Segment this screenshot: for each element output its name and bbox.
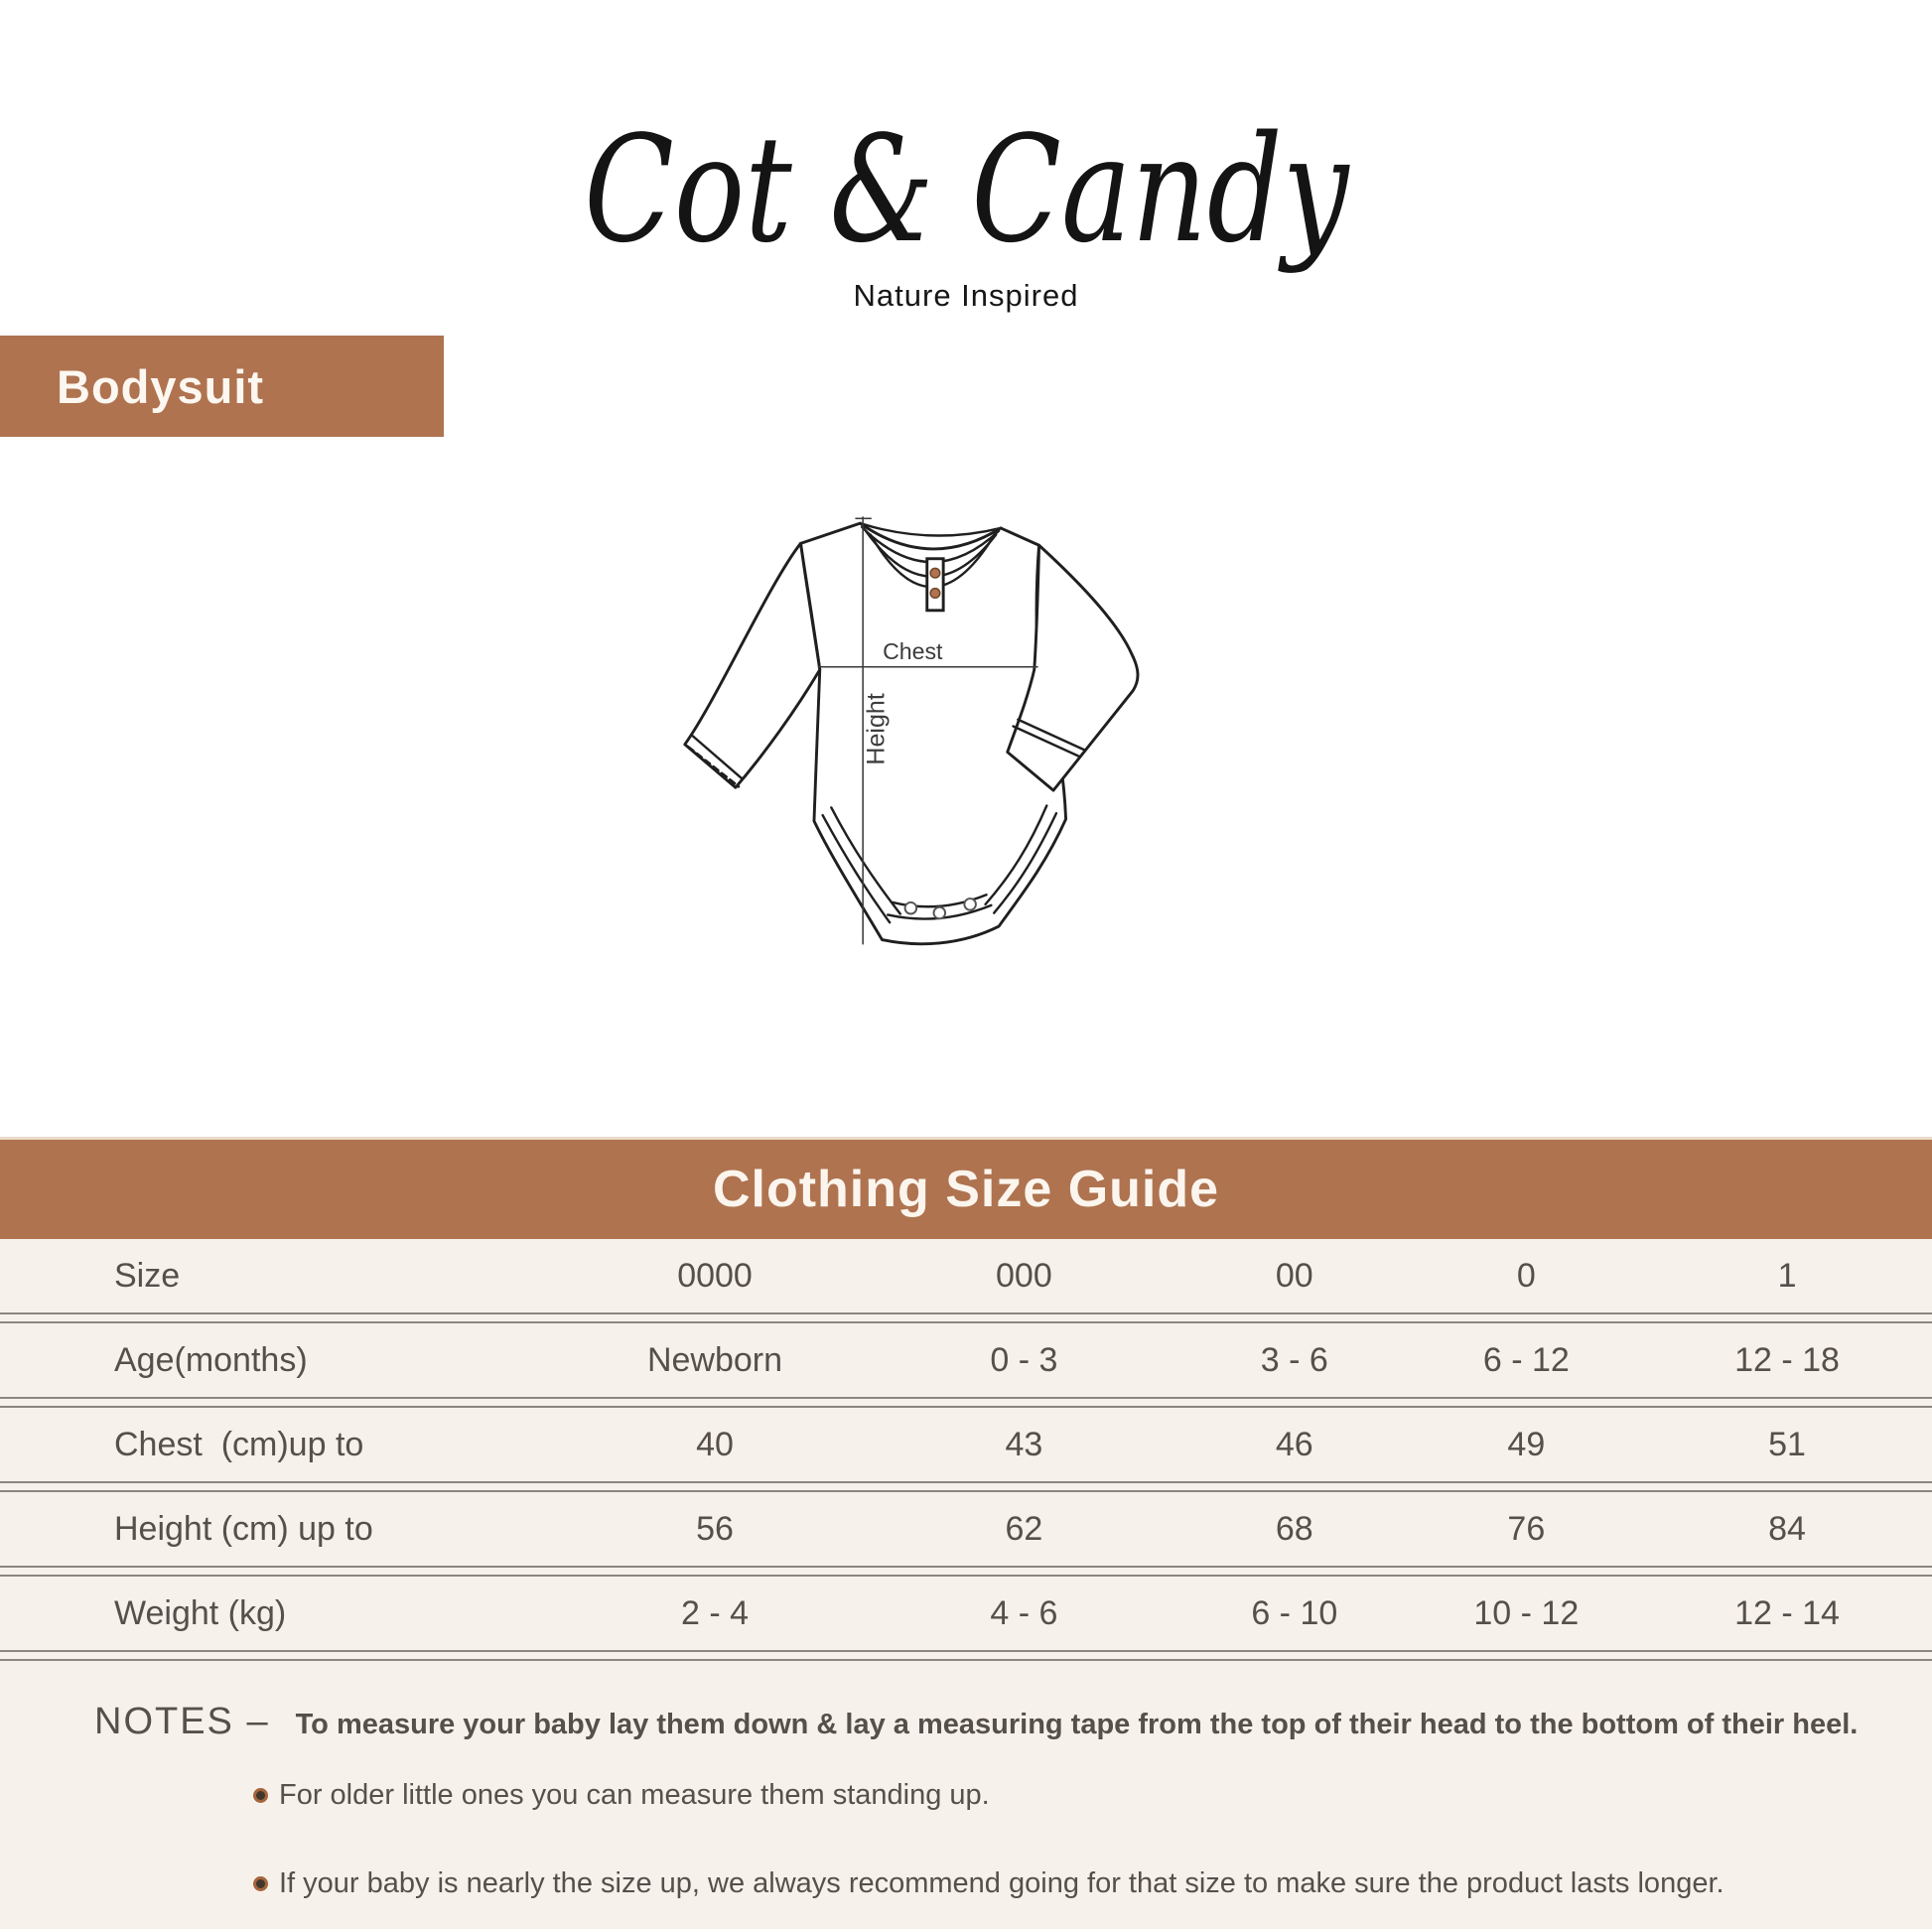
size-guide-banner bbox=[0, 1137, 1932, 1239]
row-value: 43 bbox=[1005, 1425, 1043, 1463]
row-separator bbox=[0, 1312, 1932, 1323]
row-value: 3 - 6 bbox=[1260, 1340, 1328, 1379]
row-value: 12 - 14 bbox=[1734, 1593, 1840, 1632]
row-label: Height (cm) up to bbox=[114, 1509, 373, 1548]
table-row-age bbox=[0, 1323, 1932, 1397]
notes-primary-text: To measure your baby lay them down & lay a measuring tape from the top of their head to the bottom of their heel. bbox=[295, 1709, 1859, 1740]
row-value: 56 bbox=[696, 1509, 734, 1548]
row-value: 46 bbox=[1275, 1425, 1313, 1463]
row-value: 40 bbox=[696, 1425, 734, 1463]
product-banner-label: Bodysuit bbox=[57, 359, 265, 413]
row-value: 76 bbox=[1507, 1509, 1546, 1548]
table-row-height bbox=[0, 1492, 1932, 1566]
button-icon bbox=[930, 568, 940, 578]
row-value: 1 bbox=[1777, 1256, 1797, 1295]
snap-icon bbox=[964, 898, 976, 910]
table-row-chest bbox=[0, 1408, 1932, 1481]
row-separator bbox=[0, 1397, 1932, 1408]
left-sleeve bbox=[685, 543, 820, 787]
row-value: 84 bbox=[1768, 1509, 1806, 1548]
row-value: 10 - 12 bbox=[1473, 1593, 1580, 1632]
table-row-weight bbox=[0, 1577, 1932, 1650]
row-value: 49 bbox=[1507, 1425, 1546, 1463]
button-icon bbox=[930, 589, 940, 599]
row-separator bbox=[0, 1650, 1932, 1661]
bullet-text: If your baby is nearly the size up, we always recommend going for that size to make sure the product lasts longer. bbox=[279, 1867, 1725, 1899]
row-value: 4 - 6 bbox=[990, 1593, 1058, 1632]
row-value: 0000 bbox=[677, 1256, 753, 1295]
notes-bullet-list bbox=[253, 1779, 1932, 1900]
size-guide-section bbox=[0, 1137, 1932, 1929]
notes-heading: NOTES – bbox=[94, 1701, 270, 1742]
collar-back-line bbox=[860, 523, 1001, 535]
ring-dot-bullet-icon bbox=[253, 1788, 268, 1803]
row-value: 6 - 12 bbox=[1482, 1340, 1570, 1379]
row-value: 62 bbox=[1005, 1509, 1043, 1548]
brand-header bbox=[0, 0, 1932, 314]
row-separator bbox=[0, 1481, 1932, 1492]
bodysuit-diagram bbox=[625, 469, 1162, 962]
row-value: 0 - 3 bbox=[990, 1340, 1058, 1379]
brand-logo: Cot & Candy bbox=[583, 104, 1349, 275]
row-label: Size bbox=[114, 1256, 181, 1295]
size-guide-title: Clothing Size Guide bbox=[712, 1161, 1220, 1218]
height-measure-label: Height bbox=[862, 693, 891, 765]
row-value: 00 bbox=[1275, 1256, 1313, 1295]
row-label: Chest (cm)up to bbox=[114, 1425, 364, 1463]
brand-tagline: Nature Inspired bbox=[853, 277, 1079, 313]
product-banner bbox=[0, 336, 444, 437]
snap-icon bbox=[905, 902, 917, 914]
placket bbox=[927, 559, 943, 611]
bodysuit-drawing bbox=[625, 469, 1162, 957]
chest-measure-label: Chest bbox=[883, 638, 943, 664]
ring-dot-bullet-icon bbox=[253, 1876, 268, 1891]
notes-header-line bbox=[94, 1701, 1932, 1743]
row-value: 0 bbox=[1516, 1256, 1536, 1295]
bullet-text: For older little ones you can measure them standing up. bbox=[279, 1779, 990, 1811]
row-label: Age(months) bbox=[114, 1340, 308, 1379]
row-value: 000 bbox=[996, 1256, 1052, 1295]
row-value: 12 - 18 bbox=[1734, 1340, 1840, 1379]
size-table bbox=[0, 1239, 1932, 1661]
row-value: 6 - 10 bbox=[1251, 1593, 1338, 1632]
row-value: Newborn bbox=[646, 1340, 783, 1379]
row-separator bbox=[0, 1566, 1932, 1577]
table-row-size bbox=[0, 1239, 1932, 1312]
row-value: 51 bbox=[1768, 1425, 1806, 1463]
snap-icon bbox=[934, 907, 946, 919]
list-item bbox=[253, 1867, 1932, 1900]
row-label: Weight (kg) bbox=[114, 1593, 287, 1632]
notes-section bbox=[0, 1661, 1932, 1900]
list-item bbox=[253, 1779, 1932, 1812]
row-value: 68 bbox=[1275, 1509, 1313, 1548]
row-value: 2 - 4 bbox=[680, 1593, 750, 1632]
